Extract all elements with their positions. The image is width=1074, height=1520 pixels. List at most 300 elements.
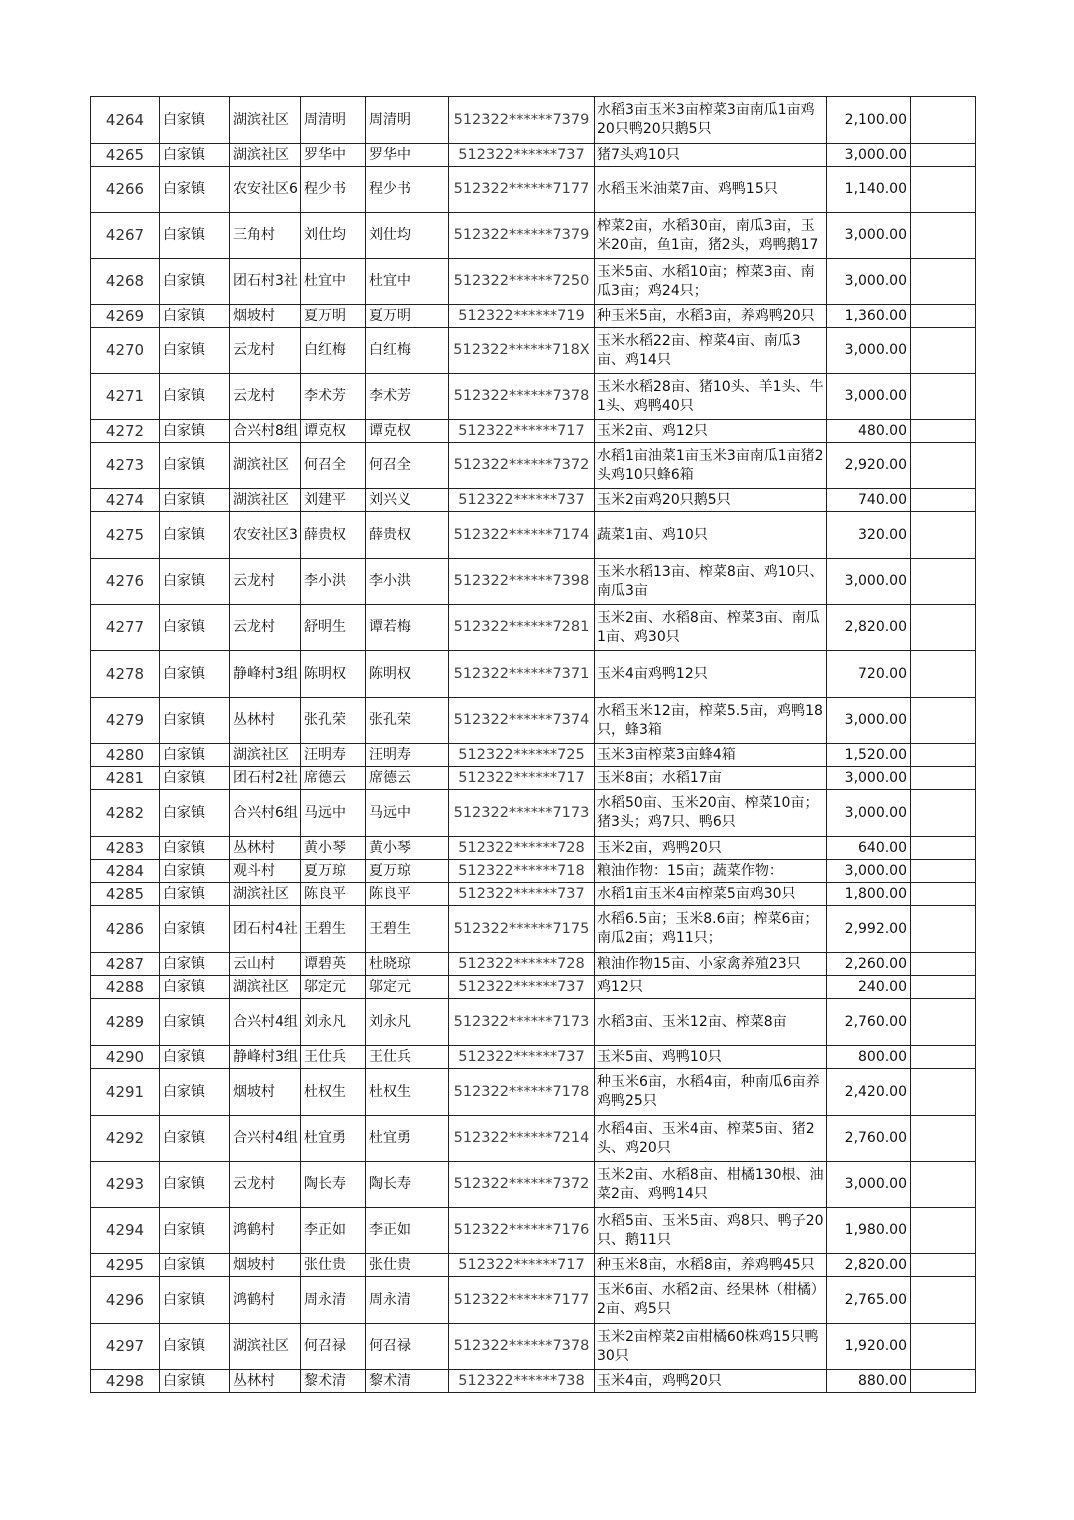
town-cell: 白家镇 (160, 1277, 230, 1324)
blank-cell (911, 1254, 976, 1277)
blank-cell (911, 976, 976, 999)
holder-cell: 刘仕均 (366, 213, 449, 259)
town-cell: 白家镇 (160, 906, 230, 953)
village-cell: 农安社区3 (230, 512, 301, 559)
id-card-cell: 512322******718 (449, 860, 595, 883)
row-number: 4291 (91, 1069, 160, 1116)
amount-cell: 320.00 (827, 512, 911, 559)
name-cell: 程少书 (301, 167, 366, 213)
name-cell: 白红梅 (301, 328, 366, 374)
row-number: 4282 (91, 790, 160, 837)
table-row (91, 328, 976, 374)
name-cell: 何召全 (301, 443, 366, 489)
id-card-cell: 512322******728 (449, 837, 595, 860)
name-cell: 薛贵权 (301, 512, 366, 559)
town-cell: 白家镇 (160, 605, 230, 651)
description-cell: 种玉米8亩，水稻8亩，养鸡鸭45只 (595, 1254, 827, 1277)
name-cell: 杜权生 (301, 1069, 366, 1116)
blank-cell (911, 790, 976, 837)
blank-cell (911, 1324, 976, 1370)
village-cell: 丛林村 (230, 1370, 301, 1393)
blank-cell (911, 906, 976, 953)
village-cell: 云龙村 (230, 605, 301, 651)
name-cell: 李正如 (301, 1208, 366, 1254)
name-cell: 马远中 (301, 790, 366, 837)
village-cell: 烟坡村 (230, 1254, 301, 1277)
amount-cell: 1,800.00 (827, 883, 911, 906)
holder-cell: 陈良平 (366, 883, 449, 906)
holder-cell: 马远中 (366, 790, 449, 837)
blank-cell (911, 305, 976, 328)
village-cell: 云龙村 (230, 1162, 301, 1208)
holder-cell: 程少书 (366, 167, 449, 213)
amount-cell: 2,100.00 (827, 97, 911, 144)
id-card-cell: 512322******737 (449, 489, 595, 512)
row-number: 4266 (91, 167, 160, 213)
town-cell: 白家镇 (160, 259, 230, 305)
table-row (91, 1254, 976, 1277)
name-cell: 陈良平 (301, 883, 366, 906)
blank-cell (911, 651, 976, 698)
description-cell: 玉米4亩鸡鸭12只 (595, 651, 827, 698)
table-row (91, 489, 976, 512)
blank-cell (911, 512, 976, 559)
town-cell: 白家镇 (160, 883, 230, 906)
table-row (91, 651, 976, 698)
blank-cell (911, 144, 976, 167)
table-row (91, 1162, 976, 1208)
id-card-cell: 512322******7379 (449, 213, 595, 259)
id-card-cell: 512322******737 (449, 883, 595, 906)
table-row (91, 305, 976, 328)
blank-cell (911, 883, 976, 906)
id-card-cell: 512322******719 (449, 305, 595, 328)
table-row (91, 1324, 976, 1370)
blank-cell (911, 1069, 976, 1116)
row-number: 4264 (91, 97, 160, 144)
id-card-cell: 512322******738 (449, 1370, 595, 1393)
amount-cell: 3,000.00 (827, 144, 911, 167)
town-cell: 白家镇 (160, 744, 230, 767)
village-cell: 鸿鹤村 (230, 1277, 301, 1324)
town-cell: 白家镇 (160, 443, 230, 489)
description-cell: 玉米2亩鸡20只鹅5只 (595, 489, 827, 512)
village-cell: 云山村 (230, 953, 301, 976)
amount-cell: 3,000.00 (827, 790, 911, 837)
amount-cell: 2,420.00 (827, 1069, 911, 1116)
id-card-cell: 512322******717 (449, 420, 595, 443)
table-row (91, 837, 976, 860)
description-cell: 玉米2亩、水稻8亩、榨菜3亩、南瓜1亩、鸡30只 (595, 605, 827, 651)
village-cell: 烟坡村 (230, 1069, 301, 1116)
name-cell: 陶长寿 (301, 1162, 366, 1208)
description-cell: 玉米2亩、水稻8亩、柑橘130根、油菜2亩、鸡鸭14只 (595, 1162, 827, 1208)
table-row (91, 374, 976, 420)
id-card-cell: 512322******737 (449, 976, 595, 999)
name-cell: 刘仕均 (301, 213, 366, 259)
village-cell: 湖滨社区 (230, 883, 301, 906)
village-cell: 烟坡村 (230, 305, 301, 328)
row-number: 4290 (91, 1046, 160, 1069)
amount-cell: 2,820.00 (827, 1254, 911, 1277)
town-cell: 白家镇 (160, 953, 230, 976)
town-cell: 白家镇 (160, 1324, 230, 1370)
description-cell: 水稻1亩玉米4亩榨菜5亩鸡30只 (595, 883, 827, 906)
town-cell: 白家镇 (160, 1370, 230, 1393)
town-cell: 白家镇 (160, 1254, 230, 1277)
holder-cell: 刘兴义 (366, 489, 449, 512)
description-cell: 猪7头鸡10只 (595, 144, 827, 167)
description-cell: 水稻玉米12亩，榨菜5.5亩，鸡鸭18只，蜂3箱 (595, 698, 827, 744)
village-cell: 静峰村3组 (230, 651, 301, 698)
town-cell: 白家镇 (160, 305, 230, 328)
amount-cell: 3,000.00 (827, 698, 911, 744)
blank-cell (911, 860, 976, 883)
holder-cell: 杜宜中 (366, 259, 449, 305)
blank-cell (911, 1208, 976, 1254)
amount-cell: 1,140.00 (827, 167, 911, 213)
amount-cell: 1,360.00 (827, 305, 911, 328)
id-card-cell: 512322******7372 (449, 443, 595, 489)
row-number: 4270 (91, 328, 160, 374)
description-cell: 玉米4亩，鸡鸭20只 (595, 1370, 827, 1393)
row-number: 4268 (91, 259, 160, 305)
name-cell: 李术芳 (301, 374, 366, 420)
holder-cell: 夏万明 (366, 305, 449, 328)
village-cell: 鸿鹤村 (230, 1208, 301, 1254)
town-cell: 白家镇 (160, 790, 230, 837)
town-cell: 白家镇 (160, 420, 230, 443)
row-number: 4275 (91, 512, 160, 559)
holder-cell: 何召全 (366, 443, 449, 489)
holder-cell: 黄小琴 (366, 837, 449, 860)
village-cell: 团石村4社 (230, 906, 301, 953)
village-cell: 团石村2社 (230, 767, 301, 790)
table-row (91, 1208, 976, 1254)
id-card-cell: 512322******737 (449, 144, 595, 167)
town-cell: 白家镇 (160, 767, 230, 790)
row-number: 4269 (91, 305, 160, 328)
table-row (91, 953, 976, 976)
name-cell: 罗华中 (301, 144, 366, 167)
id-card-cell: 512322******7177 (449, 167, 595, 213)
name-cell: 刘永凡 (301, 999, 366, 1046)
description-cell: 玉米2亩榨菜2亩柑橘60株鸡15只鸭30只 (595, 1324, 827, 1370)
blank-cell (911, 167, 976, 213)
amount-cell: 2,760.00 (827, 1116, 911, 1162)
name-cell: 杜宜勇 (301, 1116, 366, 1162)
description-cell: 水稻3亩玉米3亩榨菜3亩南瓜1亩鸡20只鸭20只鹅5只 (595, 97, 827, 144)
name-cell: 汪明寿 (301, 744, 366, 767)
id-card-cell: 512322******7176 (449, 1208, 595, 1254)
name-cell: 周清明 (301, 97, 366, 144)
holder-cell: 李小洪 (366, 559, 449, 605)
table-row (91, 906, 976, 953)
town-cell: 白家镇 (160, 328, 230, 374)
id-card-cell: 512322******7371 (449, 651, 595, 698)
id-card-cell: 512322******725 (449, 744, 595, 767)
description-cell: 粮油作物15亩、小家禽养殖23只 (595, 953, 827, 976)
name-cell: 何召禄 (301, 1324, 366, 1370)
holder-cell: 何召禄 (366, 1324, 449, 1370)
holder-cell: 李术芳 (366, 374, 449, 420)
town-cell: 白家镇 (160, 976, 230, 999)
id-card-cell: 512322******7178 (449, 1069, 595, 1116)
town-cell: 白家镇 (160, 144, 230, 167)
description-cell: 种玉米5亩，水稻3亩，养鸡鸭20只 (595, 305, 827, 328)
row-number: 4283 (91, 837, 160, 860)
blank-cell (911, 489, 976, 512)
town-cell: 白家镇 (160, 167, 230, 213)
town-cell: 白家镇 (160, 698, 230, 744)
row-number: 4279 (91, 698, 160, 744)
blank-cell (911, 837, 976, 860)
description-cell: 水稻4亩、玉米4亩、榨菜5亩、猪2头、鸡20只 (595, 1116, 827, 1162)
row-number: 4278 (91, 651, 160, 698)
id-card-cell: 512322******7372 (449, 1162, 595, 1208)
description-cell: 玉米5亩、鸡鸭10只 (595, 1046, 827, 1069)
holder-cell: 席德云 (366, 767, 449, 790)
name-cell: 邬定元 (301, 976, 366, 999)
holder-cell: 杜宜勇 (366, 1116, 449, 1162)
description-cell: 蔬菜1亩、鸡10只 (595, 512, 827, 559)
village-cell: 丛林村 (230, 837, 301, 860)
village-cell: 湖滨社区 (230, 97, 301, 144)
row-number: 4289 (91, 999, 160, 1046)
table-row (91, 744, 976, 767)
amount-cell: 1,920.00 (827, 1324, 911, 1370)
holder-cell: 邬定元 (366, 976, 449, 999)
row-number: 4298 (91, 1370, 160, 1393)
description-cell: 玉米水稻13亩、榨菜8亩、鸡10只、南瓜3亩 (595, 559, 827, 605)
table-row (91, 1116, 976, 1162)
description-cell: 玉米8亩；水稻17亩 (595, 767, 827, 790)
amount-cell: 720.00 (827, 651, 911, 698)
table-row (91, 420, 976, 443)
row-number: 4277 (91, 605, 160, 651)
table-body (91, 97, 976, 1393)
name-cell: 黄小琴 (301, 837, 366, 860)
town-cell: 白家镇 (160, 1046, 230, 1069)
description-cell: 水稻玉米油菜7亩、鸡鸭15只 (595, 167, 827, 213)
table-row (91, 259, 976, 305)
row-number: 4271 (91, 374, 160, 420)
village-cell: 湖滨社区 (230, 1324, 301, 1370)
description-cell: 玉米6亩、水稻2亩、经果林（柑橘）2亩、鸡5只 (595, 1277, 827, 1324)
amount-cell: 3,000.00 (827, 767, 911, 790)
town-cell: 白家镇 (160, 1116, 230, 1162)
id-card-cell: 512322******7378 (449, 374, 595, 420)
row-number: 4272 (91, 420, 160, 443)
blank-cell (911, 767, 976, 790)
table-row (91, 605, 976, 651)
table-row (91, 512, 976, 559)
town-cell: 白家镇 (160, 374, 230, 420)
blank-cell (911, 1277, 976, 1324)
blank-cell (911, 374, 976, 420)
holder-cell: 夏万琼 (366, 860, 449, 883)
id-card-cell: 512322******7173 (449, 999, 595, 1046)
id-card-cell: 512322******718X (449, 328, 595, 374)
town-cell: 白家镇 (160, 213, 230, 259)
subsidy-table (90, 96, 976, 1393)
holder-cell: 谭若梅 (366, 605, 449, 651)
row-number: 4294 (91, 1208, 160, 1254)
holder-cell: 王仕兵 (366, 1046, 449, 1069)
description-cell: 玉米2亩、鸡12只 (595, 420, 827, 443)
holder-cell: 李正如 (366, 1208, 449, 1254)
table-row (91, 167, 976, 213)
id-card-cell: 512322******737 (449, 1046, 595, 1069)
row-number: 4296 (91, 1277, 160, 1324)
table-row (91, 860, 976, 883)
row-number: 4288 (91, 976, 160, 999)
row-number: 4281 (91, 767, 160, 790)
description-cell: 玉米3亩榨菜3亩蜂4箱 (595, 744, 827, 767)
amount-cell: 3,000.00 (827, 559, 911, 605)
table-row (91, 1046, 976, 1069)
amount-cell: 640.00 (827, 837, 911, 860)
village-cell: 农安社区6 (230, 167, 301, 213)
amount-cell: 880.00 (827, 1370, 911, 1393)
holder-cell: 汪明寿 (366, 744, 449, 767)
holder-cell: 张仕贵 (366, 1254, 449, 1277)
blank-cell (911, 605, 976, 651)
name-cell: 王仕兵 (301, 1046, 366, 1069)
village-cell: 湖滨社区 (230, 744, 301, 767)
name-cell: 刘建平 (301, 489, 366, 512)
id-card-cell: 512322******7250 (449, 259, 595, 305)
name-cell: 谭碧英 (301, 953, 366, 976)
row-number: 4295 (91, 1254, 160, 1277)
town-cell: 白家镇 (160, 1069, 230, 1116)
amount-cell: 2,992.00 (827, 906, 911, 953)
blank-cell (911, 1370, 976, 1393)
holder-cell: 白红梅 (366, 328, 449, 374)
blank-cell (911, 213, 976, 259)
village-cell: 团石村3社 (230, 259, 301, 305)
description-cell: 粮油作物：15亩；蔬菜作物： (595, 860, 827, 883)
amount-cell: 3,000.00 (827, 1162, 911, 1208)
description-cell: 鸡12只 (595, 976, 827, 999)
description-cell: 水稻1亩油菜1亩玉米3亩南瓜1亩猪2头鸡10只蜂6箱 (595, 443, 827, 489)
name-cell: 张仕贵 (301, 1254, 366, 1277)
village-cell: 合兴村6组 (230, 790, 301, 837)
holder-cell: 陶长寿 (366, 1162, 449, 1208)
amount-cell: 480.00 (827, 420, 911, 443)
row-number: 4267 (91, 213, 160, 259)
id-card-cell: 512322******7374 (449, 698, 595, 744)
table-row (91, 999, 976, 1046)
holder-cell: 陈明权 (366, 651, 449, 698)
blank-cell (911, 999, 976, 1046)
id-card-cell: 512322******7281 (449, 605, 595, 651)
village-cell: 湖滨社区 (230, 443, 301, 489)
amount-cell: 240.00 (827, 976, 911, 999)
village-cell: 丛林村 (230, 698, 301, 744)
holder-cell: 杜晓琼 (366, 953, 449, 976)
village-cell: 云龙村 (230, 559, 301, 605)
amount-cell: 3,000.00 (827, 213, 911, 259)
id-card-cell: 512322******717 (449, 767, 595, 790)
row-number: 4292 (91, 1116, 160, 1162)
amount-cell: 3,000.00 (827, 259, 911, 305)
description-cell: 榨菜2亩，水稻30亩，南瓜3亩，玉米20亩，鱼1亩，猪2头，鸡鸭鹅17 (595, 213, 827, 259)
table-row (91, 97, 976, 144)
town-cell: 白家镇 (160, 837, 230, 860)
row-number: 4287 (91, 953, 160, 976)
amount-cell: 2,260.00 (827, 953, 911, 976)
table-row (91, 883, 976, 906)
blank-cell (911, 443, 976, 489)
description-cell: 玉米5亩、水稻10亩；榨菜3亩、南瓜3亩；鸡24只； (595, 259, 827, 305)
name-cell: 李小洪 (301, 559, 366, 605)
amount-cell: 2,820.00 (827, 605, 911, 651)
village-cell: 湖滨社区 (230, 976, 301, 999)
id-card-cell: 512322******7379 (449, 97, 595, 144)
table-row (91, 976, 976, 999)
table-row (91, 443, 976, 489)
row-number: 4297 (91, 1324, 160, 1370)
id-card-cell: 512322******7177 (449, 1277, 595, 1324)
row-number: 4285 (91, 883, 160, 906)
holder-cell: 杜权生 (366, 1069, 449, 1116)
holder-cell: 罗华中 (366, 144, 449, 167)
village-cell: 静峰村3组 (230, 1046, 301, 1069)
name-cell: 席德云 (301, 767, 366, 790)
holder-cell: 刘永凡 (366, 999, 449, 1046)
amount-cell: 3,000.00 (827, 860, 911, 883)
blank-cell (911, 1116, 976, 1162)
description-cell: 水稻6.5亩；玉米8.6亩；榨菜6亩；南瓜2亩；鸡11只； (595, 906, 827, 953)
table-row (91, 790, 976, 837)
row-number: 4274 (91, 489, 160, 512)
holder-cell: 谭克权 (366, 420, 449, 443)
town-cell: 白家镇 (160, 512, 230, 559)
blank-cell (911, 328, 976, 374)
name-cell: 谭克权 (301, 420, 366, 443)
row-number: 4286 (91, 906, 160, 953)
village-cell: 湖滨社区 (230, 144, 301, 167)
amount-cell: 3,000.00 (827, 374, 911, 420)
blank-cell (911, 698, 976, 744)
amount-cell: 1,980.00 (827, 1208, 911, 1254)
table-row (91, 767, 976, 790)
row-number: 4276 (91, 559, 160, 605)
blank-cell (911, 420, 976, 443)
town-cell: 白家镇 (160, 97, 230, 144)
id-card-cell: 512322******7174 (449, 512, 595, 559)
table-row (91, 213, 976, 259)
id-card-cell: 512322******7378 (449, 1324, 595, 1370)
name-cell: 夏万明 (301, 305, 366, 328)
id-card-cell: 512322******7398 (449, 559, 595, 605)
village-cell: 合兴村4组 (230, 999, 301, 1046)
description-cell: 水稻5亩、玉米5亩、鸡8只、鸭子20只、鹅11只 (595, 1208, 827, 1254)
table-row (91, 1370, 976, 1393)
amount-cell: 1,520.00 (827, 744, 911, 767)
table-row (91, 1069, 976, 1116)
village-cell: 云龙村 (230, 374, 301, 420)
town-cell: 白家镇 (160, 489, 230, 512)
holder-cell: 薛贵权 (366, 512, 449, 559)
holder-cell: 周清明 (366, 97, 449, 144)
name-cell: 黎术清 (301, 1370, 366, 1393)
description-cell: 水稻50亩、玉米20亩、榨菜10亩；猪3头；鸡7只、鸭6只 (595, 790, 827, 837)
name-cell: 舒明生 (301, 605, 366, 651)
name-cell: 王碧生 (301, 906, 366, 953)
id-card-cell: 512322******728 (449, 953, 595, 976)
